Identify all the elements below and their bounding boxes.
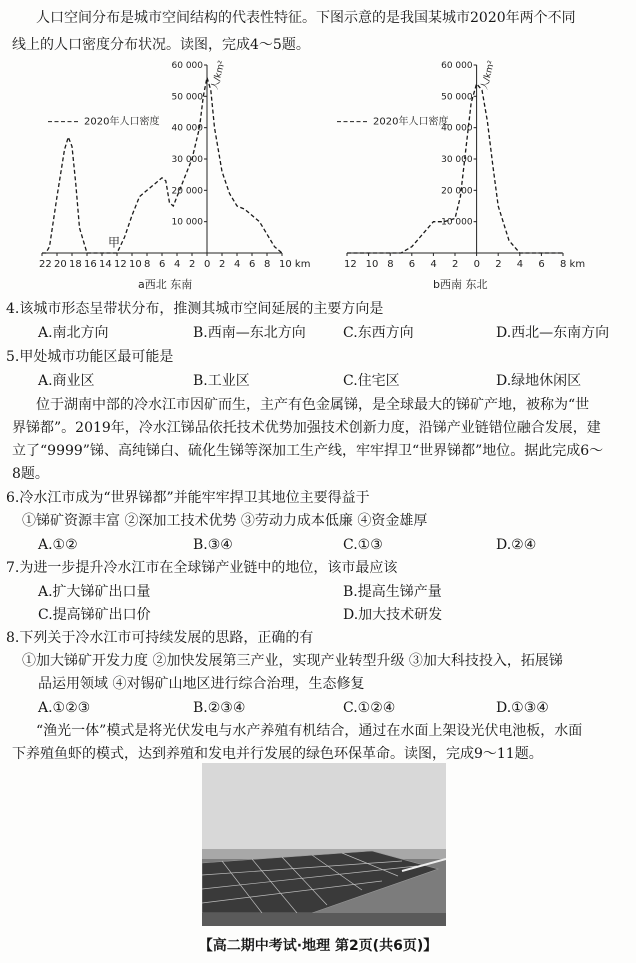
q5-option-b[interactable]: B.工业区: [193, 373, 250, 389]
x-tick-label: 4: [234, 259, 241, 270]
x-tick-label: 2: [495, 259, 502, 270]
passage3-line-2: 下养殖鱼虾的模式，达到养殖和发电并行发展的绿色环保革命。读图，完成9～11题。: [12, 746, 543, 762]
y-tick-label: 50 000: [441, 92, 473, 103]
x-tick-label: 12: [114, 259, 127, 270]
point-label-jia: 甲: [108, 235, 121, 250]
x-tick-label: 6: [159, 259, 166, 270]
passage3-line-1: “渔光一体”模式是将光伏发电与水产养殖有机结合，通过在水面上架设光伏电池板，水面: [36, 723, 583, 739]
x-tick-label: 2: [219, 259, 226, 270]
q6-option-c[interactable]: C.①③: [343, 537, 383, 553]
y-tick-label: 60 000: [171, 61, 203, 71]
passage2-line-4: 8题。: [12, 466, 49, 482]
passage2-line-3: 立了“9999”锑、高纯锑白、硫化生锑等深加工生产线，牢牢捍卫“世界锑都”地位。据此完成6～: [12, 443, 604, 459]
x-tick-label: 16: [84, 259, 97, 270]
q7-option-d[interactable]: D.加大技术研发: [343, 607, 443, 623]
q5-option-d[interactable]: D.绿地休闲区: [496, 373, 582, 389]
q8-option-b[interactable]: B.②③④: [193, 700, 246, 716]
q4-option-b[interactable]: B.西南—东北方向: [193, 325, 306, 341]
q5-option-c[interactable]: C.住宅区: [343, 373, 400, 389]
y-tick-label: 30 000: [441, 155, 473, 165]
q5-option-a[interactable]: A.商业区: [38, 373, 95, 389]
q8-option-c[interactable]: C.①②④: [343, 700, 396, 716]
q7-option-b[interactable]: B.提高生锑产量: [343, 584, 442, 600]
fishery-solar-photo: [202, 763, 446, 926]
question-7: 7.为进一步提升冷水江市在全球锑产业链中的地位，该市最应该: [6, 560, 398, 576]
question-5: 5.甲处城市功能区最可能是: [6, 349, 174, 365]
q8-items-line-1: ①加大锑矿开发力度 ②加快发展第三产业，实现产业转型升级 ③加大科技投入，拓展锑: [22, 653, 563, 669]
x-tick-label: 12: [344, 259, 357, 270]
x-tick-label: 4: [516, 259, 524, 270]
chart-b: [335, 55, 605, 295]
q4-option-a[interactable]: A.南北方向: [38, 325, 109, 341]
x-tick-label: 8: [144, 259, 151, 270]
x-tick-label: 8: [264, 259, 271, 270]
x-tick-label: 0: [473, 259, 480, 270]
x-tick-label: 2: [452, 259, 459, 270]
x-tick-label: 18: [69, 259, 82, 270]
q4-option-c[interactable]: C.东西方向: [343, 325, 414, 341]
x-tick-label: 22: [39, 259, 52, 270]
x-tick-label: 6: [249, 259, 256, 270]
y-tick-label: 50 000: [171, 92, 203, 103]
y-tick-label: 20 000: [441, 186, 473, 197]
panel-label: b西南 东北: [433, 278, 488, 291]
q8-option-d[interactable]: D.①③④: [496, 700, 549, 716]
page-footer: 【高二期中考试·地理 第2页(共6页)】: [198, 938, 438, 954]
x-tick-label: 10: [365, 259, 379, 270]
x-tick-label: 6: [408, 259, 416, 270]
q6-option-d[interactable]: D.②④: [496, 537, 537, 553]
q7-option-c[interactable]: C.提高锑矿出口价: [38, 607, 151, 623]
x-tick-label: 4: [430, 259, 437, 270]
x-tick-label: 6: [538, 259, 545, 270]
legend-label: 2020年人口密度: [84, 116, 160, 128]
legend-label: 2020年人口密度: [373, 116, 449, 128]
x-tick-label: 10: [129, 259, 142, 270]
unit-label: 人/km²: [479, 59, 498, 91]
question-6: 6.冷水江市成为“世界锑都”并能牢牢捍卫其地位主要得益于: [6, 490, 370, 506]
question-8: 8.下列关于冷水江市可持续发展的思路，正确的有: [6, 630, 314, 646]
y-tick-label: 40 000: [441, 123, 473, 134]
q6-option-b[interactable]: B.③④: [193, 537, 233, 553]
x-tick-label: 4: [174, 259, 181, 270]
q6-option-a[interactable]: A.①②: [38, 537, 78, 553]
y-tick-label: 40 000: [171, 123, 203, 134]
x-tick-label: 14: [99, 259, 112, 270]
question-4: 4.该城市形态呈带状分布，推测其城市空间延展的主要方向是: [6, 301, 384, 317]
x-tick-label: 2: [189, 259, 196, 270]
x-tick-label: 8 km: [560, 259, 586, 270]
x-tick-label: 10 km: [279, 259, 311, 270]
unit-label: 人/km²: [210, 59, 228, 91]
passage2-line-1: 位于湖南中部的冷水江市因矿而生，主产有色金属锑，是全球最大的锑矿产地，被称为“世: [36, 397, 590, 413]
chart-a: [30, 55, 320, 295]
intro-line-1: 人口空间分布是城市空间结构的代表性特征。下图示意的是我国某城市2020年两个不同: [36, 10, 576, 26]
panel-label: a西北 东南: [138, 278, 193, 291]
density-curve: [42, 78, 282, 254]
y-tick-label: 20 000: [171, 186, 203, 197]
q7-option-a[interactable]: A.扩大锑矿出口量: [38, 584, 151, 600]
q8-items-line-2: 品运用领域 ④对锡矿山地区进行综合治理，生态修复: [38, 676, 365, 692]
q8-option-a[interactable]: A.①②③: [38, 700, 91, 716]
intro-line-2: 线上的人口密度分布状况。读图，完成4～5题。: [12, 37, 310, 53]
y-tick-label: 60 000: [441, 61, 473, 71]
q6-items: ①锑矿资源丰富 ②深加工技术优势 ③劳动力成本低廉 ④资金雄厚: [22, 513, 428, 529]
y-tick-label: 10 000: [441, 217, 473, 228]
y-tick-label: 30 000: [171, 155, 203, 165]
q4-option-d[interactable]: D.西北—东南方向: [496, 325, 610, 341]
x-tick-label: 20: [54, 259, 67, 270]
passage2-line-2: 界锑都”。2019年，冷水江锑品依托技术优势加强技术创新力度，沿锑产业链错位融合发展，建: [12, 420, 601, 436]
x-tick-label: 0: [204, 259, 211, 270]
x-tick-label: 8: [387, 259, 394, 270]
y-tick-label: 10 000: [171, 217, 203, 228]
